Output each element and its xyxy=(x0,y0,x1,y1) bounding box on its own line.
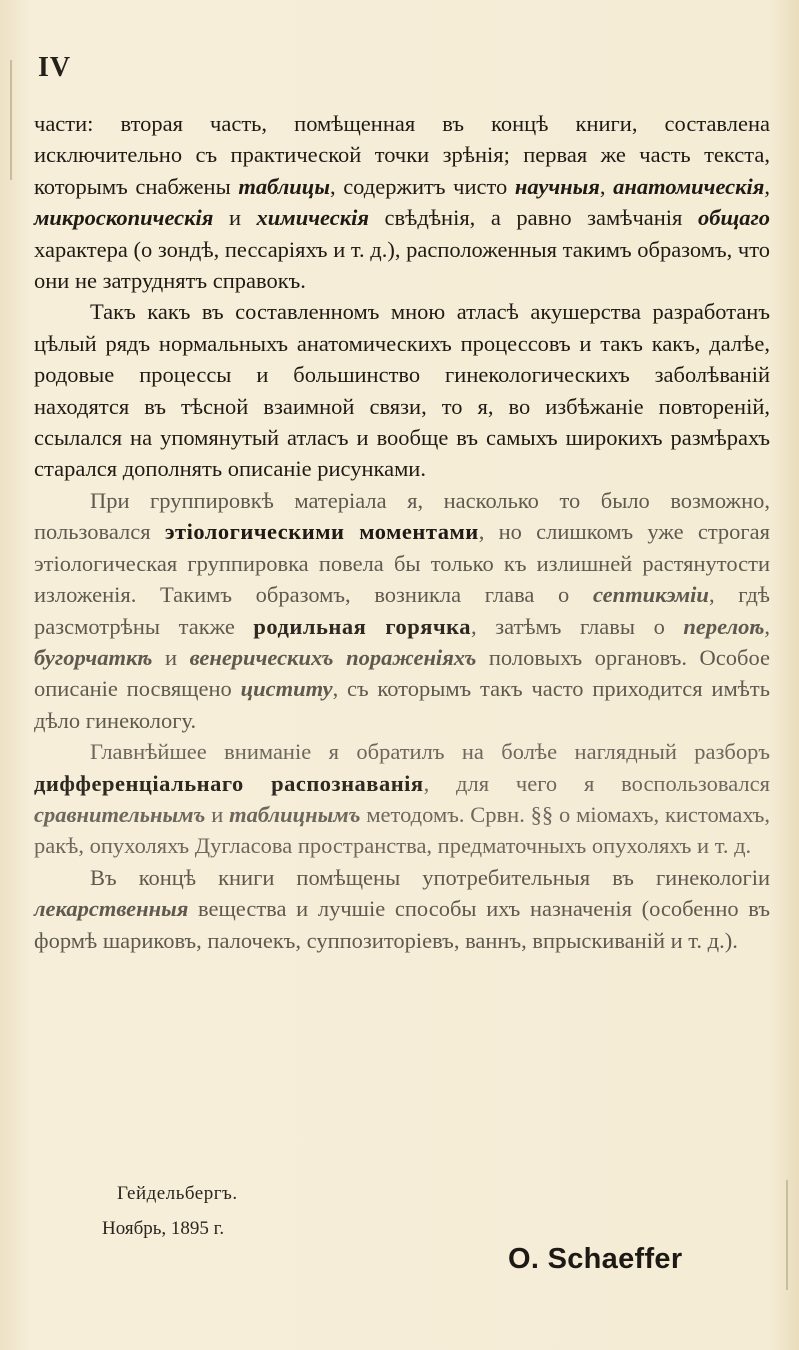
emphasis-run: микроскопическія xyxy=(34,205,214,231)
text-run: , содержитъ чисто xyxy=(329,173,515,199)
emphasis-run: перелоѣ xyxy=(683,613,765,639)
text-run: , xyxy=(764,613,770,639)
text-run: части: вторая часть, помѣщенная въ концѣ книги, составлена исключительно съ практической точки зрѣнія; первая же часть текста, которымъ снабжены xyxy=(34,111,770,199)
text-run: методомъ. Срвн. §§ о міомахъ, кистомахъ, ракѣ, опухоляхъ Дугласова пространства, предматочныхъ опухоляхъ и т. д. xyxy=(34,801,770,859)
text-run: свѣдѣнія, а равно замѣчанія xyxy=(368,205,698,231)
text-run: характера (о зондѣ, пессаріяхъ и т. д.), расположенныя такимъ образомъ, что они не затруднятъ справокъ. xyxy=(34,236,770,294)
text-run: , но слишкомъ уже строгая этіологическая группировка повела бы только къ излишней растянутости изложенія. Такимъ образомъ, возникла глава о xyxy=(34,519,770,608)
emphasis-run: венерическихъ пораженіяхъ xyxy=(189,644,477,670)
text-run: При группировкѣ матеріала я, насколько то было возможно, пользовался xyxy=(34,487,770,545)
text-run: вещества и лучшіе способы ихъ назначенія (особенно въ формѣ шариковъ, палочекъ, суппозиторіевъ, ваннъ, впрыскиваній и т. д.). xyxy=(34,896,770,953)
text-run: , затѣмъ главы о xyxy=(471,613,684,639)
preface-body xyxy=(34,108,770,956)
text-run: и xyxy=(213,205,257,231)
spaced-emphasis-run: дифференціальнаго распознаванія xyxy=(34,770,424,796)
emphasis-run: циститу xyxy=(240,676,333,702)
text-run: , для чего я воспользовался xyxy=(423,770,770,796)
emphasis-run: таблицы xyxy=(238,173,330,199)
author-signature: O. Schaeffer xyxy=(508,1243,683,1275)
text-run: половыхъ органовъ. Особое описаніе посвящено xyxy=(34,644,770,702)
date-line: Ноябрь, 1895 г. xyxy=(102,1218,225,1239)
paragraph-5 xyxy=(34,862,770,956)
text-run: и xyxy=(205,801,230,827)
emphasis-run: сравнительнымъ xyxy=(34,801,206,827)
emphasis-run: анатомическія xyxy=(613,173,765,199)
page-number: IV xyxy=(38,52,72,83)
emphasis-run: септикэміи xyxy=(592,582,709,608)
page-edge-shadow xyxy=(786,1180,788,1290)
text-run: Такъ какъ въ составленномъ мною атласѣ акушерства разработанъ цѣлый рядъ нормальныхъ анатомическихъ процессовъ и такъ какъ, далѣе, родовые процессы и большинство гинекологическихъ заболѣваній находятся въ тѣсной взаимной связи, то я, во избѣжаніе повтореній, ссылался на упомянутый атласъ и вообще въ самыхъ широкихъ размѣрахъ старался дополнять описаніе рисунками. xyxy=(34,299,770,482)
spaced-emphasis-run: родильная горячка xyxy=(253,613,472,639)
paragraph-4 xyxy=(34,736,770,862)
text-run: и xyxy=(152,644,190,670)
paragraph-3 xyxy=(34,485,770,736)
text-run: , гдѣ разсмотрѣны также xyxy=(34,582,770,639)
spaced-emphasis-run: этіологическими моментами xyxy=(164,519,479,545)
paragraph-1 xyxy=(34,108,770,296)
text-run: , съ которымъ такъ часто приходится имѣть дѣло гинекологу. xyxy=(34,676,770,733)
emphasis-run: общаго xyxy=(697,205,770,231)
text-run: , xyxy=(599,173,614,199)
emphasis-run: химическія xyxy=(256,205,369,231)
place-line: Гейдельбергъ. xyxy=(117,1183,238,1204)
text-run: , xyxy=(764,173,770,199)
emphasis-run: бугорчаткѣ xyxy=(34,644,153,670)
emphasis-run: таблицнымъ xyxy=(229,801,361,827)
page-edge-shadow xyxy=(10,60,12,180)
text-run: Главнѣйшее вниманіе я обратилъ на болѣе наглядный разборъ xyxy=(90,739,770,765)
emphasis-run: лекарственныя xyxy=(34,896,189,922)
paragraph-2 xyxy=(34,296,770,484)
emphasis-run: научныя xyxy=(514,173,600,199)
text-run: Въ концѣ книги помѣщены употребительныя въ гинекологіи xyxy=(90,864,770,890)
